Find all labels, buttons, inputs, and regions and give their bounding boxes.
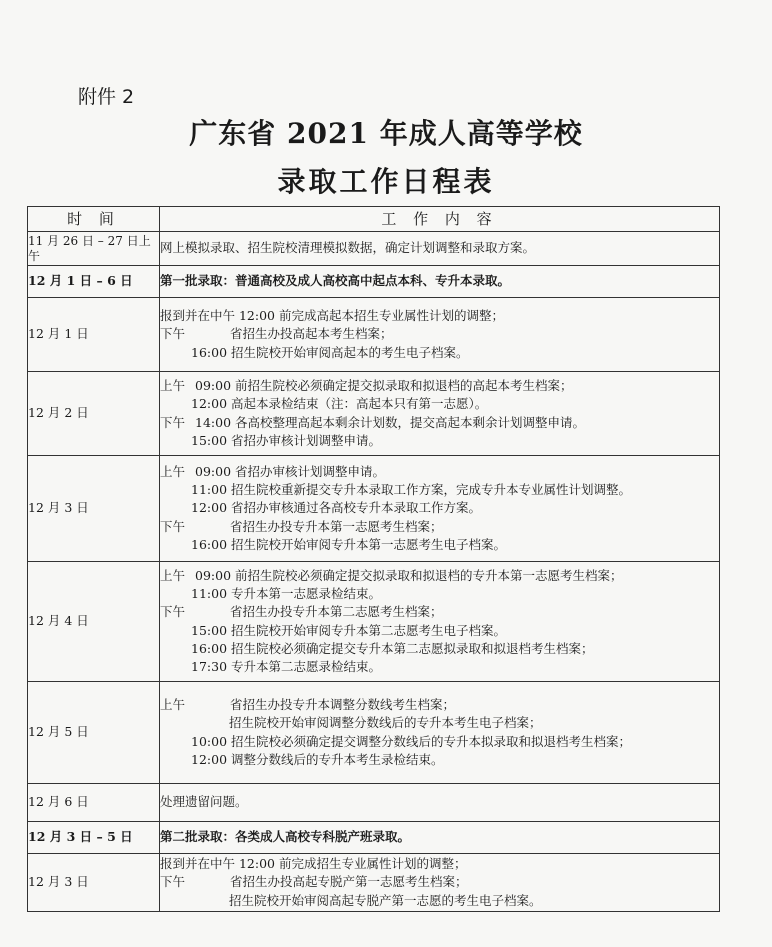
line-text: 省招办审核通过各高校专升本录取工作方案。 (231, 500, 482, 516)
table-row (28, 562, 720, 682)
line-text: 省招生办投高起专脱产第一志愿考生档案； (230, 874, 468, 890)
content-line (160, 377, 719, 395)
time-stamp: 11:00 (191, 482, 228, 498)
line-text: 报到并在中午 12:00 前完成招生专业属性计划的调整； (160, 856, 467, 872)
period-label: 下午 (160, 518, 186, 534)
time-stamp: 16:00 (191, 344, 228, 360)
row-time: 12 月 4 日 (28, 562, 160, 682)
line-text: 调整分数线后的专升本考生录检结束。 (231, 751, 444, 767)
line-text: 招生院校开始审阅专升本第二志愿考生电子档案。 (231, 622, 507, 638)
content-line (160, 873, 719, 891)
line-text: 省招生办投专升本第一志愿考生档案； (230, 518, 443, 534)
line-text: 省招办审核计划调整申请。 (231, 432, 382, 448)
table-row (28, 372, 720, 456)
content-line (160, 239, 719, 257)
content-line (160, 307, 719, 325)
row-content (160, 784, 720, 822)
schedule-table (27, 206, 720, 912)
content-line (160, 640, 719, 658)
period-label: 上午 (160, 377, 186, 393)
period-label: 下午 (160, 414, 186, 430)
header-content: 工 作 内 容 (160, 207, 720, 232)
content-line (160, 481, 719, 499)
time-stamp: 16:00 (191, 536, 228, 552)
row-content (160, 232, 720, 266)
content-line (160, 733, 719, 751)
line-text: 省招生办投专升本调整分数线考生档案； (230, 696, 456, 712)
line-text: 前招生院校必须确定提交拟录取和拟退档的专升本第一志愿考生档案； (235, 567, 623, 583)
line-text: 招生院校开始审阅专升本第一志愿考生电子档案。 (231, 536, 507, 552)
time-stamp: 15:00 (191, 432, 228, 448)
row-time: 12 月 6 日 (28, 784, 160, 822)
time-stamp: 17:30 (191, 659, 228, 675)
row-content (160, 854, 720, 912)
page-subtitle: 录取工作日程表 (277, 165, 495, 198)
row-time: 11 月 26 日 – 27 日上午 (28, 232, 160, 266)
row-time: 12 月 2 日 (28, 372, 160, 456)
content-line (160, 518, 719, 536)
content-line (160, 855, 719, 873)
row-time: 12 月 3 日 (28, 456, 160, 562)
table-header-row (28, 207, 720, 232)
content-line (160, 536, 719, 554)
content-line (160, 272, 719, 290)
line-text: 第二批录取：各类成人高校专科脱产班录取。 (160, 829, 411, 845)
time-stamp: 15:00 (191, 622, 228, 638)
table-row (28, 298, 720, 372)
content-line (160, 344, 719, 362)
period-label: 上午 (160, 567, 186, 583)
line-text: 专升本第一志愿录检结束。 (231, 585, 382, 601)
period-label: 下午 (160, 604, 186, 620)
line-text: 招生院校必须确定提交调整分数线后的专升本拟录取和拟退档考生档案； (231, 733, 632, 749)
row-content (160, 822, 720, 854)
header-time: 时 间 (28, 207, 160, 232)
content-line (160, 585, 719, 603)
period-label: 上午 (160, 463, 186, 479)
line-text: 招生院校开始审阅高起本的考生电子档案。 (231, 344, 469, 360)
content-line (160, 714, 719, 732)
content-line (160, 325, 719, 343)
line-text: 招生院校开始审阅高起专脱产第一志愿的考生电子档案。 (229, 892, 542, 908)
time-stamp: 14:00 (195, 414, 232, 430)
row-content (160, 266, 720, 298)
period-label: 下午 (160, 326, 186, 342)
time-stamp: 12:00 (191, 396, 228, 412)
content-line (160, 658, 719, 676)
table-row (28, 682, 720, 784)
content-line (160, 499, 719, 517)
row-content (160, 682, 720, 784)
line-text: 省招办审核计划调整申请。 (235, 463, 386, 479)
content-line (160, 892, 719, 910)
time-stamp: 09:00 (195, 463, 232, 479)
content-line (160, 793, 719, 811)
line-text: 报到并在中午 12:00 前完成高起本招生专业属性计划的调整； (160, 308, 504, 324)
row-time: 12 月 5 日 (28, 682, 160, 784)
content-line (160, 567, 719, 585)
line-text: 网上模拟录取、招生院校清理模拟数据，确定计划调整和录取方案。 (160, 240, 536, 256)
time-stamp: 12:00 (191, 500, 228, 516)
table-row (28, 784, 720, 822)
row-time: 12 月 3 日 (28, 854, 160, 912)
content-line (160, 828, 719, 846)
content-line (160, 414, 719, 432)
attachment-label: 附件 2 (78, 86, 135, 108)
line-text: 第一批录取：普通高校及成人高校高中起点本科、专升本录取。 (160, 273, 511, 289)
row-content (160, 562, 720, 682)
row-content (160, 456, 720, 562)
line-text: 高起本录检结束（注：高起本只有第一志愿）。 (231, 396, 488, 412)
row-time: 12 月 1 日 (28, 298, 160, 372)
line-text: 前招生院校必须确定提交拟录取和拟退档的高起本考生档案； (235, 377, 573, 393)
time-stamp: 09:00 (195, 377, 232, 393)
period-label: 上午 (160, 696, 186, 712)
content-line (160, 395, 719, 413)
page-title: 广东省 2021 年成人高等学校 (189, 117, 583, 150)
line-text: 省招生办投专升本第二志愿考生档案； (230, 604, 443, 620)
content-line (160, 432, 719, 450)
time-stamp: 11:00 (191, 585, 228, 601)
line-text: 处理遗留问题。 (160, 794, 248, 810)
period-label: 下午 (160, 874, 186, 890)
time-stamp: 10:00 (191, 733, 228, 749)
time-stamp: 12:00 (191, 751, 228, 767)
table-row (28, 456, 720, 562)
line-text: 招生院校重新提交专升本录取工作方案，完成专升本专业属性计划调整。 (231, 482, 632, 498)
row-content (160, 372, 720, 456)
content-line (160, 696, 719, 714)
table-row (28, 232, 720, 266)
line-text: 招生院校必须确定提交专升本第二志愿拟录取和拟退档考生档案； (231, 640, 594, 656)
line-text: 专升本第二志愿录检结束。 (231, 659, 382, 675)
row-content (160, 298, 720, 372)
row-time: 12 月 1 日 – 6 日 (28, 266, 160, 298)
time-stamp: 09:00 (195, 567, 232, 583)
table-row (28, 854, 720, 912)
line-text: 招生院校开始审阅调整分数线后的专升本考生电子档案； (229, 715, 542, 731)
table-row (28, 266, 720, 298)
content-line (160, 622, 719, 640)
content-line (160, 603, 719, 621)
content-line (160, 463, 719, 481)
line-text: 各高校整理高起本剩余计划数，提交高起本剩余计划调整申请。 (235, 414, 586, 430)
content-line (160, 751, 719, 769)
row-time: 12 月 3 日 – 5 日 (28, 822, 160, 854)
line-text: 省招生办投高起本考生档案； (230, 326, 393, 342)
table-row (28, 822, 720, 854)
time-stamp: 16:00 (191, 640, 228, 656)
